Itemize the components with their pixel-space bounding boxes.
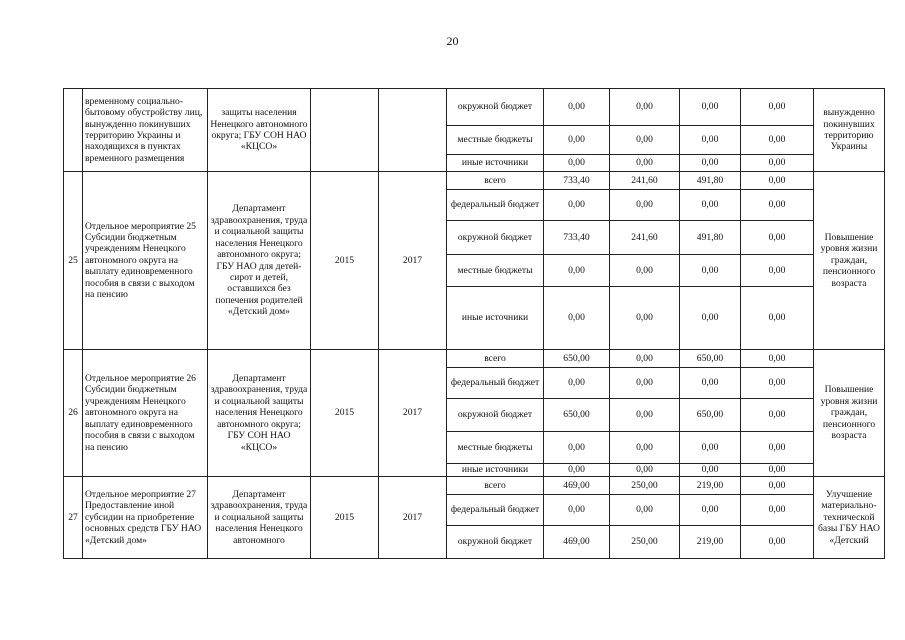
year-start <box>311 89 379 172</box>
funding-source: иные источники <box>447 155 544 172</box>
amount-year-2: 491,80 <box>680 221 741 255</box>
funding-source: федеральный бюджет <box>447 368 544 399</box>
amount-year-1: 0,00 <box>610 255 680 287</box>
amount-year-1: 0,00 <box>610 89 680 126</box>
amount-year-2: 0,00 <box>680 287 741 350</box>
amount-total: 0,00 <box>544 190 610 221</box>
amount-year-2: 0,00 <box>680 368 741 399</box>
amount-total: 0,00 <box>544 368 610 399</box>
amount-total: 733,40 <box>544 172 610 190</box>
amount-year-1: 0,00 <box>610 350 680 368</box>
amount-year-3: 0,00 <box>741 221 814 255</box>
amount-total: 469,00 <box>544 477 610 495</box>
amount-year-2: 219,00 <box>680 526 741 559</box>
amount-total: 0,00 <box>544 89 610 126</box>
year-end <box>379 89 447 172</box>
amount-year-1: 0,00 <box>610 126 680 155</box>
funding-source: всего <box>447 350 544 368</box>
amount-year-1: 0,00 <box>610 464 680 477</box>
expected-result: Повышение уровня жизни граждан, пенсионного возраста <box>814 172 885 350</box>
responsible-executor: Департамент здравоохранения, труда и социальной защиты населения Ненецкого автономного округа; ГБУ СОН НАО «КЦСО» <box>208 350 311 477</box>
funding-source: федеральный бюджет <box>447 495 544 526</box>
funding-source: местные бюджеты <box>447 432 544 464</box>
expected-result: Повышение уровня жизни граждан, пенсионного возраста <box>814 350 885 477</box>
amount-year-1: 241,60 <box>610 221 680 255</box>
row-number <box>64 89 83 172</box>
amount-year-3: 0,00 <box>741 526 814 559</box>
funding-source: иные источники <box>447 287 544 350</box>
expected-result: Улучшение материально-технической базы ГБУ НАО «Детский <box>814 477 885 559</box>
funding-source: окружной бюджет <box>447 89 544 126</box>
funding-source: федеральный бюджет <box>447 190 544 221</box>
expected-result: вынужденно покинувших территорию Украины <box>814 89 885 172</box>
year-start: 2015 <box>311 350 379 477</box>
amount-year-3: 0,00 <box>741 432 814 464</box>
amount-year-1: 0,00 <box>610 287 680 350</box>
activity-description: Отдельное мероприятие 26 Субсидии бюджетным учреждениям Ненецкого автономного округа на выплату единовременного пособия в связи с выходом на пенсию <box>83 350 208 477</box>
amount-year-1: 0,00 <box>610 399 680 432</box>
activity-description: Отдельное мероприятие 25 Субсидии бюджетным учреждениям Ненецкого автономного округа на выплату единовременного пособия в связи с выходом на пенсию <box>83 172 208 350</box>
amount-year-1: 0,00 <box>610 495 680 526</box>
row-number: 26 <box>64 350 83 477</box>
table-row <box>64 350 885 368</box>
amount-total: 0,00 <box>544 432 610 464</box>
amount-year-3: 0,00 <box>741 350 814 368</box>
amount-total: 0,00 <box>544 155 610 172</box>
year-end: 2017 <box>379 172 447 350</box>
table-row <box>64 89 885 126</box>
funding-source: всего <box>447 172 544 190</box>
funding-source: окружной бюджет <box>447 221 544 255</box>
amount-year-1: 0,00 <box>610 368 680 399</box>
amount-year-1: 241,60 <box>610 172 680 190</box>
amount-year-1: 250,00 <box>610 477 680 495</box>
funding-source: всего <box>447 477 544 495</box>
amount-year-2: 650,00 <box>680 350 741 368</box>
amount-total: 0,00 <box>544 464 610 477</box>
activity-description: Отдельное мероприятие 27 Предоставление иной субсидии на приобретение основных средств ГБУ НАО «Детский дом» <box>83 477 208 559</box>
amount-total: 650,00 <box>544 350 610 368</box>
amount-year-3: 0,00 <box>741 368 814 399</box>
funding-source: окружной бюджет <box>447 399 544 432</box>
table-row <box>64 477 885 495</box>
amount-year-3: 0,00 <box>741 172 814 190</box>
amount-year-3: 0,00 <box>741 477 814 495</box>
amount-year-1: 250,00 <box>610 526 680 559</box>
amount-year-3: 0,00 <box>741 155 814 172</box>
year-end: 2017 <box>379 477 447 559</box>
amount-total: 0,00 <box>544 255 610 287</box>
amount-year-1: 0,00 <box>610 155 680 172</box>
amount-year-3: 0,00 <box>741 399 814 432</box>
amount-year-2: 0,00 <box>680 190 741 221</box>
funding-source: окружной бюджет <box>447 526 544 559</box>
amount-total: 0,00 <box>544 495 610 526</box>
amount-year-2: 0,00 <box>680 432 741 464</box>
responsible-executor: Департамент здравоохранения, труда и социальной защиты населения Ненецкого автономного округа; ГБУ НАО для детей-сирот и детей, оставшихся без попечения родителей «Детский дом» <box>208 172 311 350</box>
amount-total: 469,00 <box>544 526 610 559</box>
funding-source: местные бюджеты <box>447 126 544 155</box>
amount-year-3: 0,00 <box>741 89 814 126</box>
year-start: 2015 <box>311 172 379 350</box>
row-number: 27 <box>64 477 83 559</box>
year-start: 2015 <box>311 477 379 559</box>
funding-source: местные бюджеты <box>447 255 544 287</box>
amount-total: 0,00 <box>544 126 610 155</box>
amount-year-3: 0,00 <box>741 495 814 526</box>
amount-year-2: 0,00 <box>680 495 741 526</box>
funding-source: иные источники <box>447 464 544 477</box>
amount-year-2: 0,00 <box>680 255 741 287</box>
row-number: 25 <box>64 172 83 350</box>
amount-year-2: 650,00 <box>680 399 741 432</box>
amount-year-1: 0,00 <box>610 432 680 464</box>
amount-year-2: 0,00 <box>680 155 741 172</box>
amount-year-2: 491,80 <box>680 172 741 190</box>
program-table <box>63 88 885 559</box>
amount-year-2: 0,00 <box>680 126 741 155</box>
year-end: 2017 <box>379 350 447 477</box>
amount-year-3: 0,00 <box>741 190 814 221</box>
amount-total: 650,00 <box>544 399 610 432</box>
activity-description: временному социально-бытовому обустройству лиц, вынужденно покинувших территорию Украины и находящихся в пунктах временного размещения <box>83 89 208 172</box>
page-number: 20 <box>446 34 459 48</box>
amount-year-3: 0,00 <box>741 464 814 477</box>
responsible-executor: защиты населения Ненецкого автономного округа; ГБУ СОН НАО «КЦСО» <box>208 89 311 172</box>
table-row <box>64 172 885 190</box>
responsible-executor: Департамент здравоохранения, труда и социальной защиты населения Ненецкого автономного <box>208 477 311 559</box>
amount-total: 733,40 <box>544 221 610 255</box>
amount-year-2: 0,00 <box>680 89 741 126</box>
amount-year-3: 0,00 <box>741 255 814 287</box>
amount-year-2: 219,00 <box>680 477 741 495</box>
amount-year-2: 0,00 <box>680 464 741 477</box>
amount-year-1: 0,00 <box>610 190 680 221</box>
amount-year-3: 0,00 <box>741 287 814 350</box>
amount-total: 0,00 <box>544 287 610 350</box>
amount-year-3: 0,00 <box>741 126 814 155</box>
